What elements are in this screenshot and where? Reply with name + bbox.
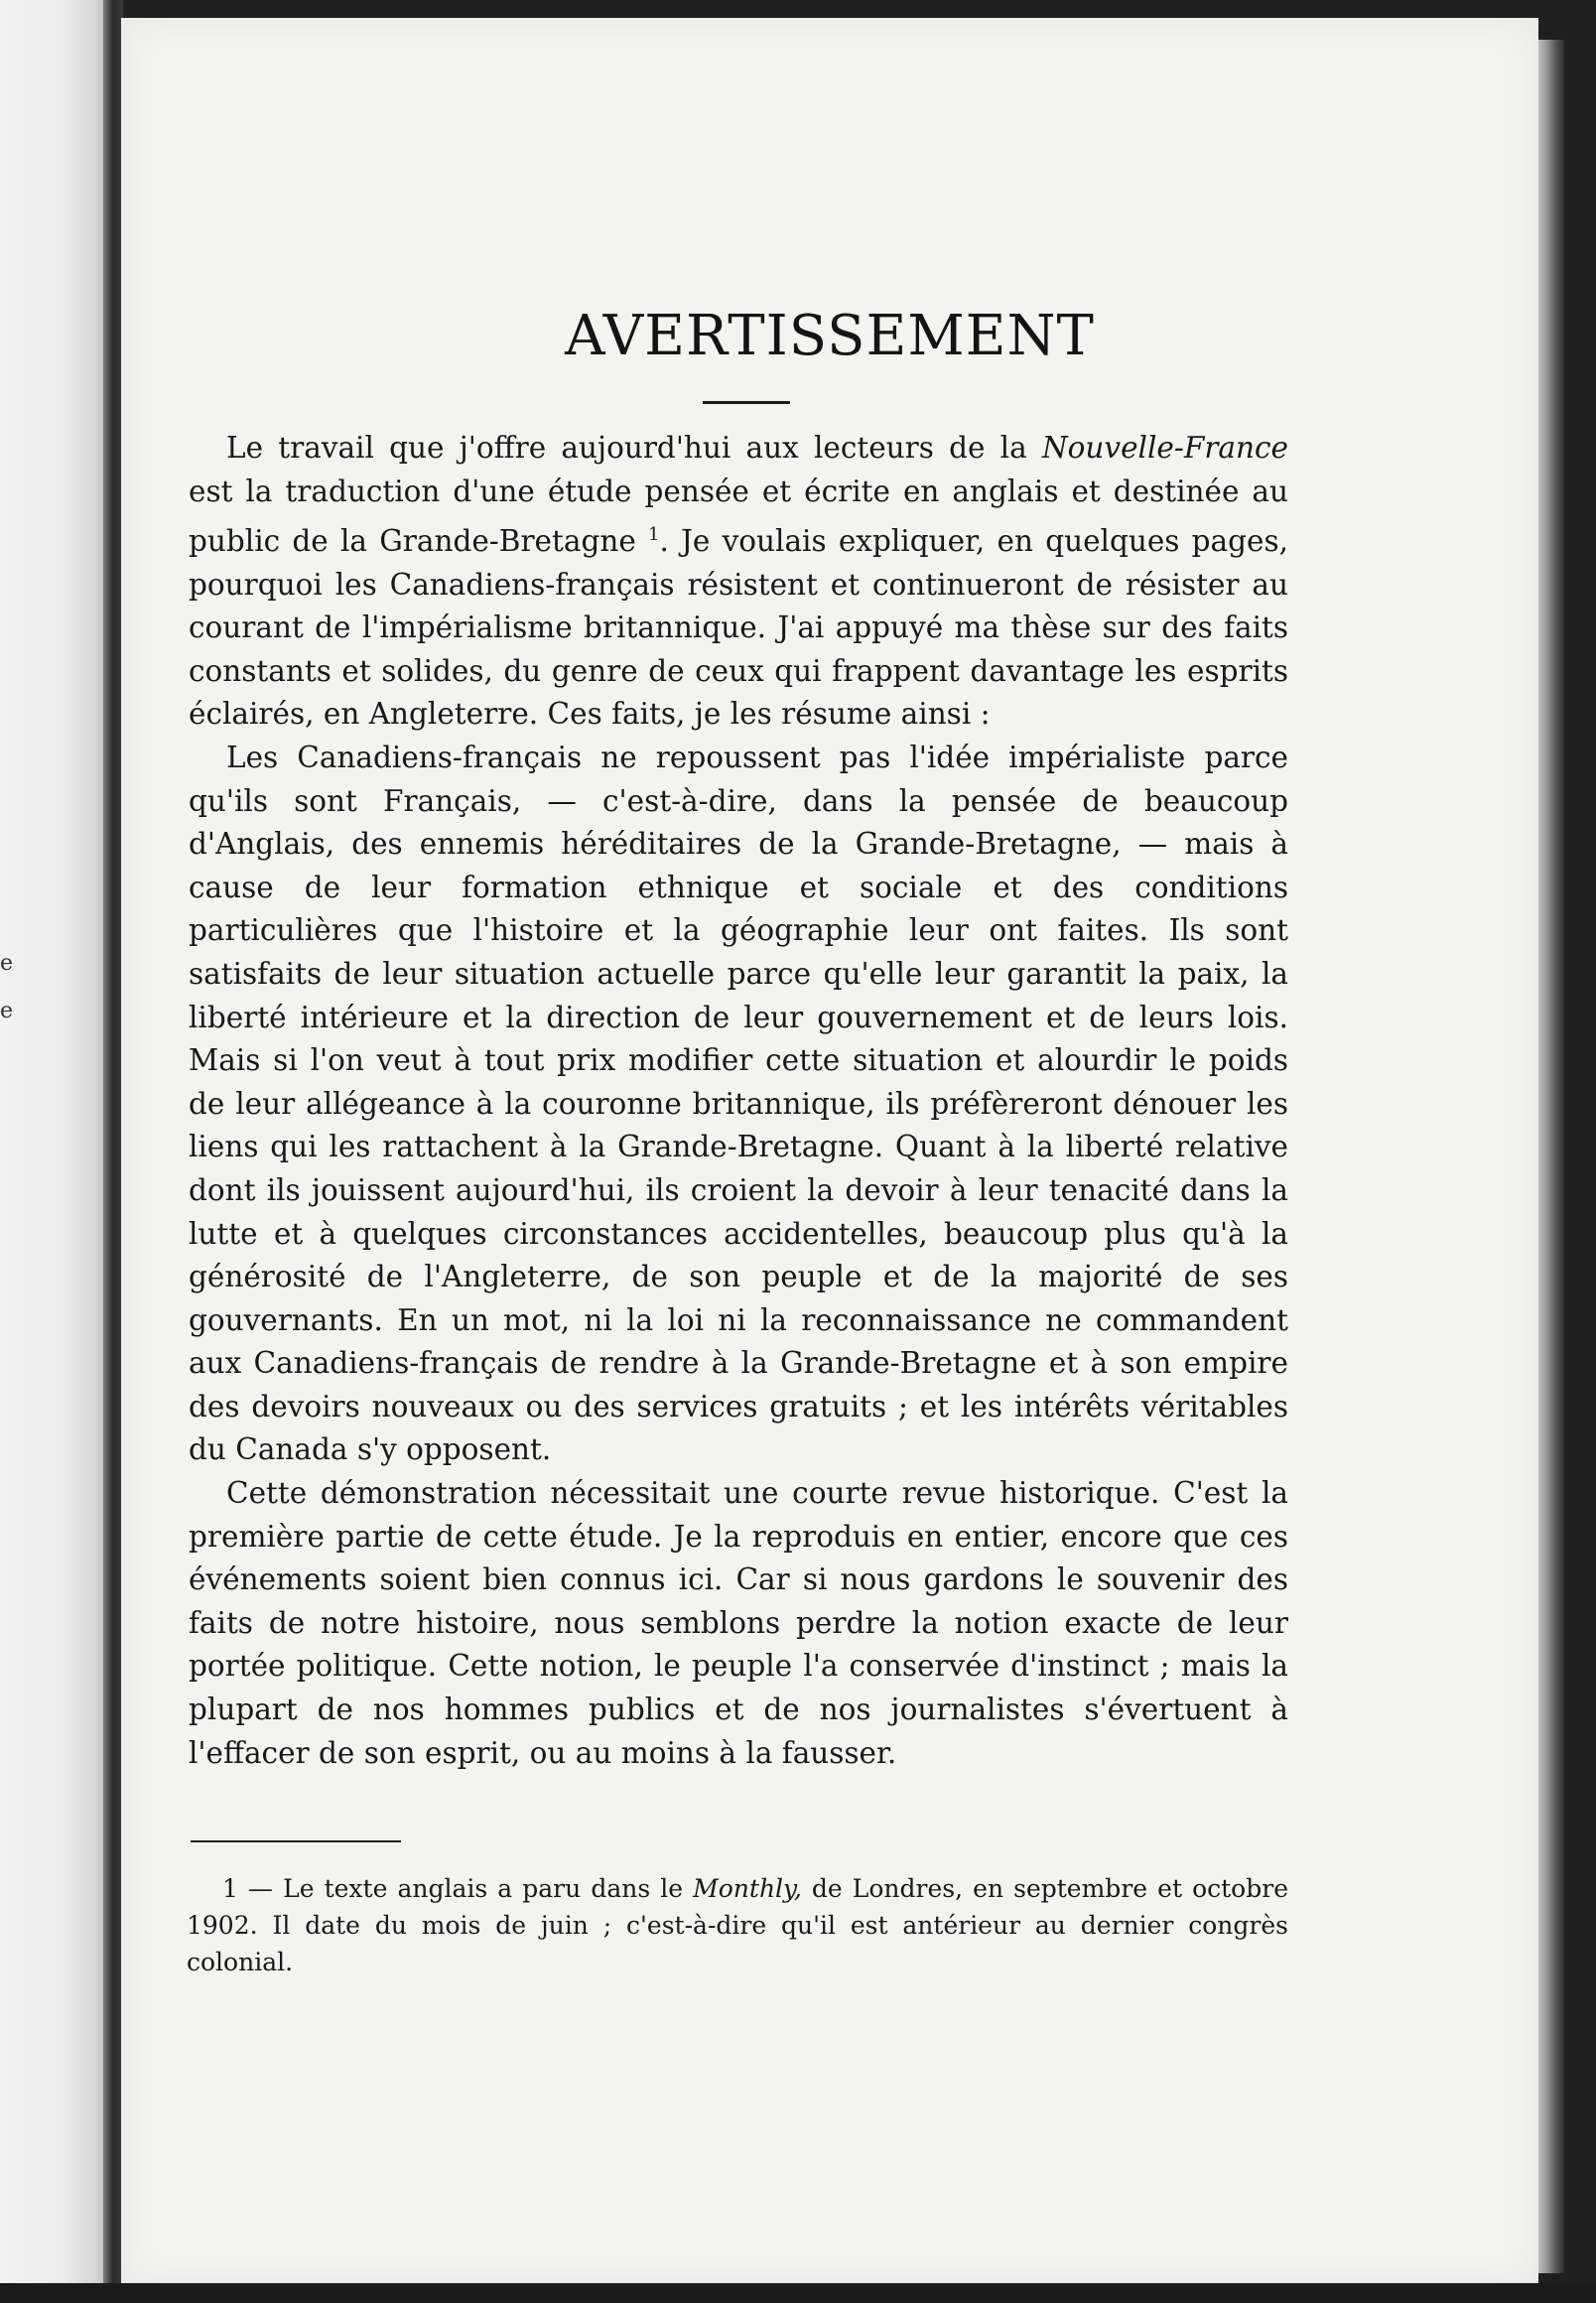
paragraph-3: Cette démonstration nécessitait une courte revue historique. C'est la première partie de cette étude. Je la reproduis en entier, encore que ces événements soient bien connus ici. Car si nous gardons le souvenir des faits de notre histoire, nous semblons perdre la notion exacte de leur portée politique. Cette notion, le peuple l'a conservée d'instinct ; mais la plupart de nos hommes publics et de nos journalistes s'évertuent à l'effacer de son esprit, ou au moins à la fausser.: [189, 1476, 1288, 1770]
footnote-rule: [191, 1840, 401, 1842]
book-page: [121, 18, 1538, 2287]
body-text: [189, 427, 1288, 1775]
footnote: [187, 1870, 1288, 1980]
paragraph-1-before: Le travail que j'offre aujourd'hui aux lecteurs de la: [226, 431, 1042, 465]
footnote-after: de Londres, en septembre et octobre 1902. Il date du mois de juin ; c'est-à-dire qu'il est antérieur au dernier congrès colonial.: [187, 1874, 1288, 1976]
title-rule: [703, 401, 790, 404]
footnote-journal: Monthly,: [693, 1874, 802, 1903]
scan-bottom-band: [0, 2283, 1596, 2303]
facing-page-edge-char: e: [0, 951, 14, 976]
page-edge-shadow: [1534, 40, 1564, 2273]
footnote-number: 1 —: [222, 1874, 273, 1903]
facing-page-edge-char: e: [0, 999, 14, 1023]
book-gutter: [103, 0, 123, 2303]
footnote-before: Le texte anglais a paru dans le: [273, 1874, 694, 1903]
footnote-mark: 1: [648, 524, 660, 546]
paragraph-1: [189, 427, 1288, 737]
journal-name: Nouvelle-France: [1041, 431, 1288, 465]
page-title: AVERTISSEMENT: [565, 304, 1095, 368]
paragraph-1-middle: est la traduction d'une étude pensée et écrite en anglais et destinée au public de la Grande-Bretagne: [189, 474, 1288, 559]
paragraph-1-after: . Je voulais expliquer, en quelques pages, pourquoi les Canadiens-français résistent et continueront de résister au courant de l'impérialisme britannique. J'ai appuyé ma thèse sur des faits constants et solides, du genre de ceux qui frappent davantage les esprits éclairés, en Angleterre. Ces faits, je les résume ainsi :: [189, 524, 1289, 732]
paragraph-2: Les Canadiens-français ne repoussent pas l'idée impérialiste parce qu'ils sont Français, — c'est-à-dire, dans la pensée de beaucoup d'Anglais, des ennemis héréditaires de la Grande-Bretagne, — mais à cause de leur formation ethnique et sociale et des conditions particulières que l'histoire et la géographie leur ont faites. Ils sont satisfaits de leur situation actuelle parce qu'elle leur garantit la paix, la liberté intérieure et la direction de leur gouvernement et de leurs lois. Mais si l'on veut à tout prix modifier cette situation et alourdir le poids de leur allégeance à la couronne britannique, ils préfèreront dénouer les liens qui les rattachent à la Grande-Bretagne. Quant à la liberté relative dont ils jouissent aujourd'hui, ils croient la devoir à leur tenacité dans la lutte et à quelques circonstances accidentelles, beaucoup plus qu'à la générosité de l'Angleterre, de son peuple et de la majorité de ses gouvernants. En un mot, ni la loi ni la reconnaissance ne commandent aux Canadiens-français de rendre à la Grande-Bretagne et à son empire des devoirs nouveaux ou des services gratuits ; et les intérêts véritables du Canada s'y opposent.: [189, 740, 1288, 1467]
facing-page: [0, 0, 111, 2283]
